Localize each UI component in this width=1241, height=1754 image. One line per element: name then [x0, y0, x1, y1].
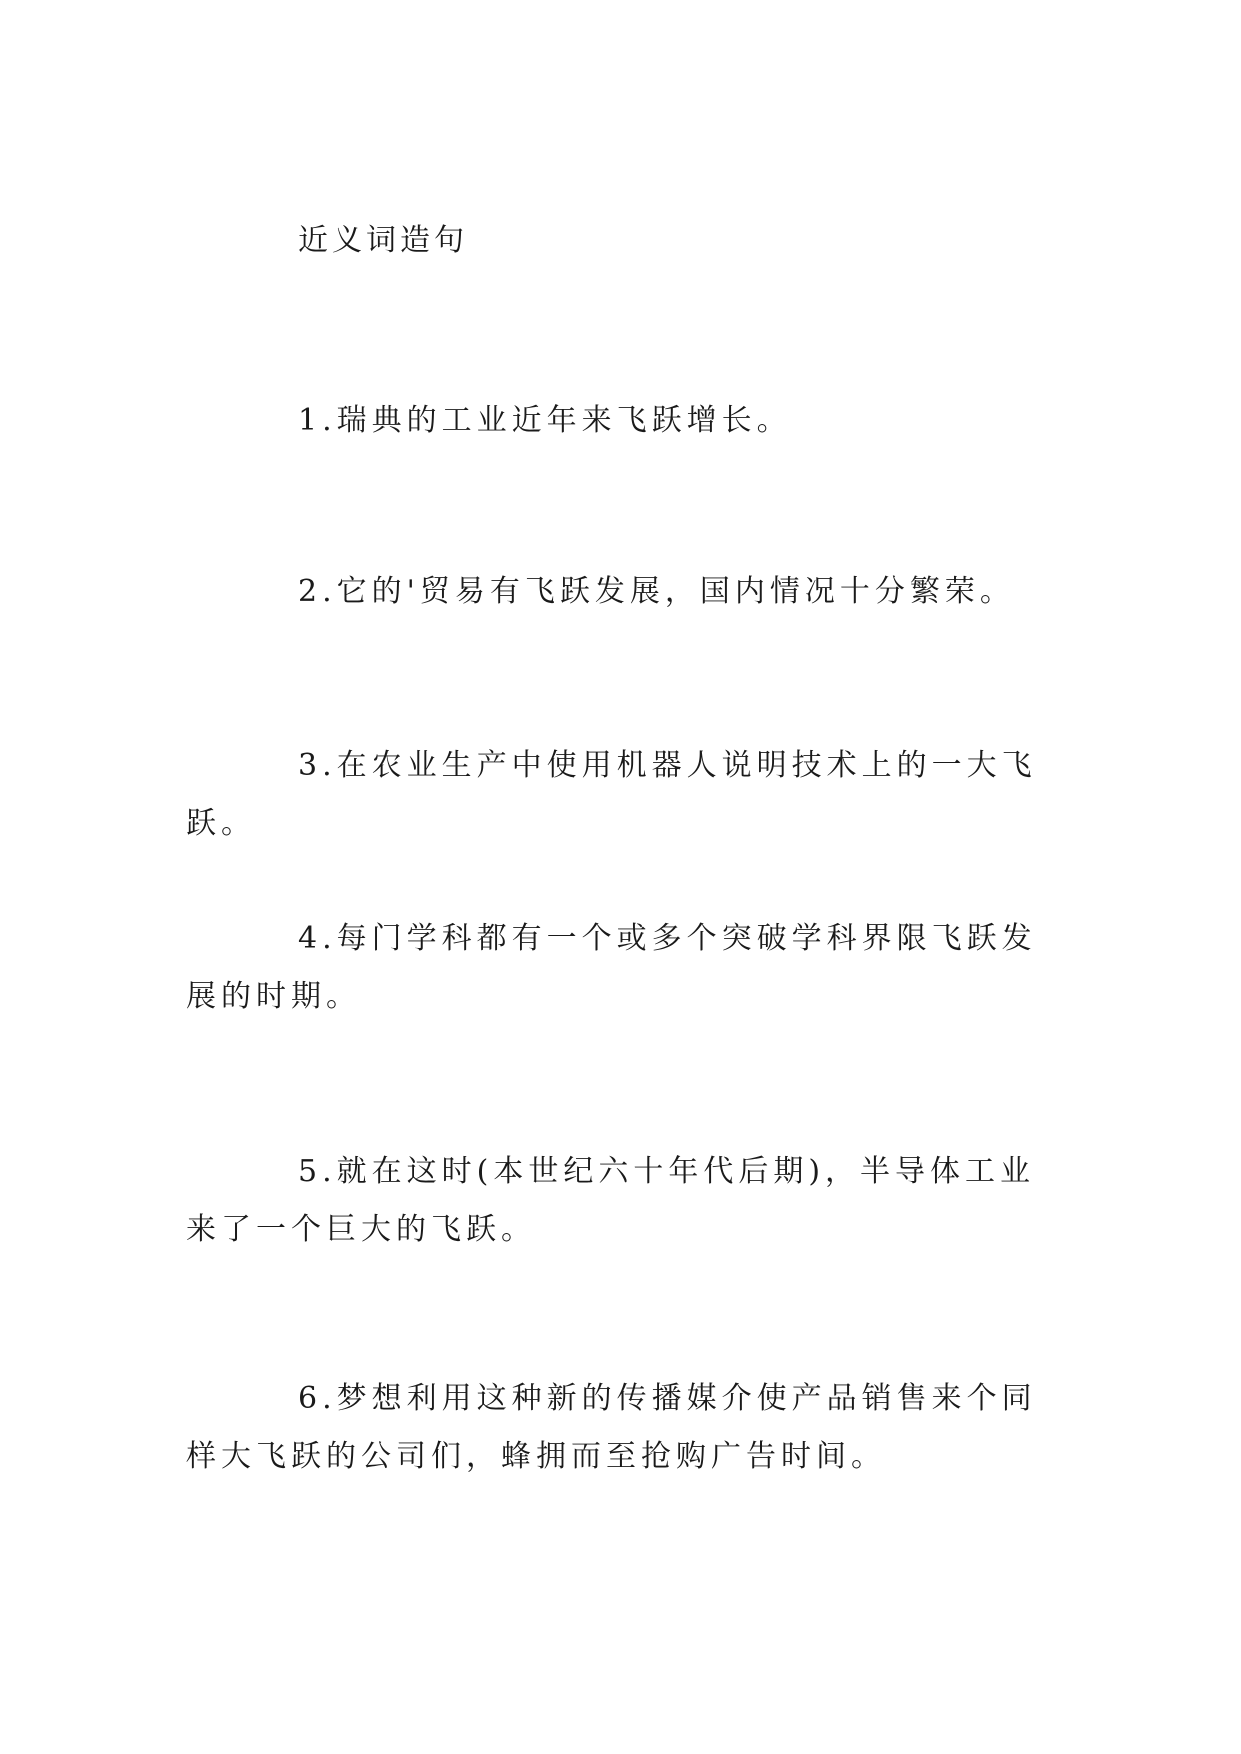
sentence-1: 1.瑞典的工业近年来飞跃增长。 — [298, 403, 792, 438]
sentence-2: 2.它的'贸易有飞跃发展，国内情况十分繁荣。 — [298, 574, 1015, 609]
sentence-6: 6.梦想利用这种新的传播媒介使产品销售来个同样大飞跃的公司们，蜂拥而至抢购广告时间。 — [186, 1381, 1037, 1474]
sentence-3: 3.在农业生产中使用机器人说明技术上的一大飞跃。 — [186, 748, 1037, 841]
sentence-5: 5.就在这时(本世纪六十年代后期)，半导体工业来了一个巨大的飞跃。 — [186, 1154, 1036, 1247]
sentence-4: 4.每门学科都有一个或多个突破学科界限飞跃发展的时期。 — [186, 921, 1037, 1014]
document-title: 近义词造句 — [298, 223, 468, 258]
